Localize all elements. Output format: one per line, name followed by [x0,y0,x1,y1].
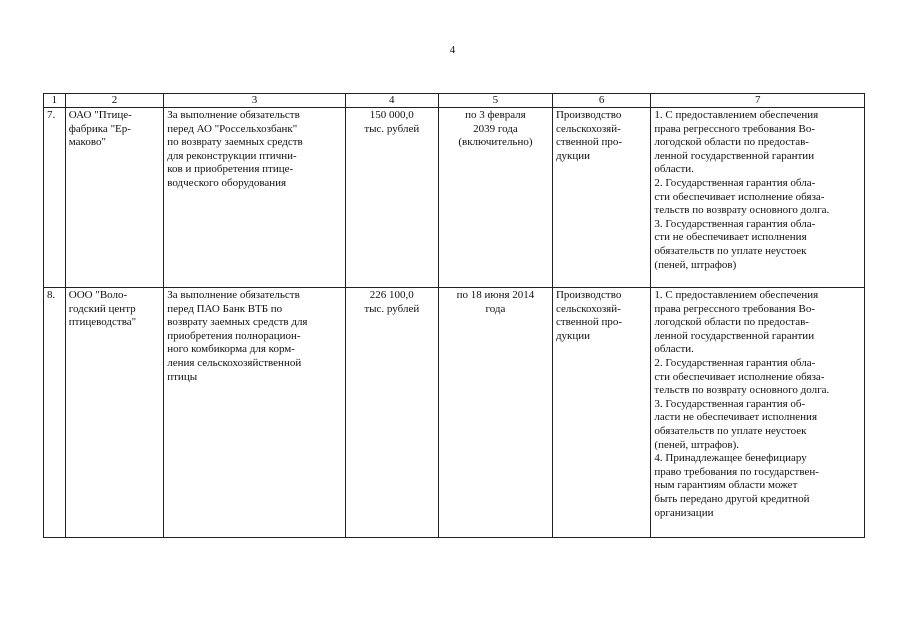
cell-text-line: дукции [555,149,591,162]
term-cell [438,288,552,538]
cell-text-line: тельств по возврату основного долга. [654,204,830,217]
cell-text-line: маково" [68,136,106,149]
conditions-cell [651,288,865,538]
column-header: 5 [438,94,552,108]
cell-text-line: перед ПАО Банк ВТБ по [167,302,283,315]
cell-text-line: За выполнение обязательств [167,289,300,301]
table-header-row [44,94,865,108]
cell-text-line: по 18 июня 2014 [456,289,535,301]
cell-text-line: Производство [555,109,622,121]
cell-text-line: 4. Принадлежащее бенефициару [654,452,807,465]
cell-text-line: перед АО "Россельхозбанк" [167,122,298,135]
sector-cell [552,108,650,288]
cell-text-line: 3. Государственная гарантия обла- [654,217,816,230]
purpose-cell [164,288,345,538]
purpose-cell [164,108,345,288]
term-cell [438,108,552,288]
cell-text-line: организации [654,506,714,519]
cell-text-line: ного комбикорма для корм- [167,343,295,356]
cell-text-line: тыс. рублей [364,122,420,135]
cell-text-line: (включительно) [458,136,533,149]
cell-text-line: (пеней, штрафов) [654,258,737,271]
cell-text-line: 226 100,0 [369,289,414,301]
cell-text-line: права регрессного требования Во- [654,122,815,135]
cell-text-line: 2. Государственная гарантия обла- [654,176,816,189]
cell-text-line: годский центр [68,302,136,315]
cell-text-line: 1. С предоставлением обеспечения [654,109,819,121]
cell-text-line: птицеводства" [68,316,137,329]
cell-text-line: сельскохозяй- [555,302,621,315]
cell-text-line: (пеней, штрафов). [654,438,740,451]
cell-text-line: тыс. рублей [364,302,420,315]
cell-text-line: сти обеспечивает исполнение обяза- [654,190,825,203]
cell-text-line: дукции [555,329,591,342]
cell-text-line: обязательств по уплате неустоек [654,424,807,437]
cell-text-line: логодской области по предостав- [654,136,809,149]
cell-text-line: области. [654,163,694,176]
column-header: 1 [44,94,66,108]
cell-text-line: 150 000,0 [369,109,414,121]
cell-text-line: ООО "Воло- [68,289,128,301]
cell-text-line: ласти не обеспечивает исполнения [654,411,817,424]
cell-text-line: приобретения полнорацион- [167,329,301,342]
cell-text-line: права регрессного требования Во- [654,302,815,315]
conditions-cell [651,108,865,288]
cell-text-line: 3. Государственная гарантия об- [654,397,806,410]
column-header: 7 [651,94,865,108]
cell-text-line: ленной государственной гарантии [654,329,815,342]
cell-text-line: для реконструкции птични- [167,149,297,162]
cell-text-line: по возврату заемных средств [167,136,303,149]
row-number-cell: 7. [44,108,66,288]
cell-text-line: Производство [555,289,622,301]
sector-cell [552,288,650,538]
column-header: 2 [65,94,163,108]
column-header: 6 [552,94,650,108]
table-row [44,108,865,288]
cell-text-line: ственной про- [555,136,623,149]
cell-text-line: логодской области по предостав- [654,316,809,329]
cell-text-line: тельств по возврату основного долга. [654,384,830,397]
cell-text-line: водческого оборудования [167,176,287,189]
cell-text-line: ления сельскохозяйственной [167,356,302,369]
cell-text-line: 2039 года [473,122,518,135]
cell-text-line: право требования по государствен- [654,465,819,478]
cell-text-line: по 3 февраля [465,109,526,121]
cell-text-line: области. [654,343,694,356]
guarantees-table [43,93,865,538]
cell-text-line: фабрика "Ер- [68,122,131,135]
column-header: 4 [345,94,438,108]
cell-text-line: птицы [167,370,198,383]
cell-text-line: быть передано другой кредитной [654,492,810,505]
amount-cell [345,288,438,538]
organization-cell [65,288,163,538]
amount-cell [345,108,438,288]
cell-text-line: ленной государственной гарантии [654,149,815,162]
cell-text-line: ным гарантиям области может [654,479,798,492]
cell-text-line: года [485,302,506,315]
cell-text-line: За выполнение обязательств [167,109,300,121]
cell-text-line: ственной про- [555,316,623,329]
cell-text-line: 1. С предоставлением обеспечения [654,289,819,301]
column-header: 3 [164,94,345,108]
cell-text-line: сти не обеспечивает исполнения [654,231,807,244]
cell-text-line: 2. Государственная гарантия обла- [654,356,816,369]
cell-text-line: сельскохозяй- [555,122,621,135]
cell-text-line: ОАО "Птице- [68,109,132,121]
cell-text-line: возврату заемных средств для [167,316,308,329]
cell-text-line: ков и приобретения птице- [167,163,294,176]
organization-cell [65,108,163,288]
row-number-cell: 8. [44,288,66,538]
cell-text-line: обязательств по уплате неустоек [654,244,807,257]
page-number: 4 [449,44,456,56]
cell-text-line: сти обеспечивает исполнение обяза- [654,370,825,383]
table-row [44,288,865,538]
